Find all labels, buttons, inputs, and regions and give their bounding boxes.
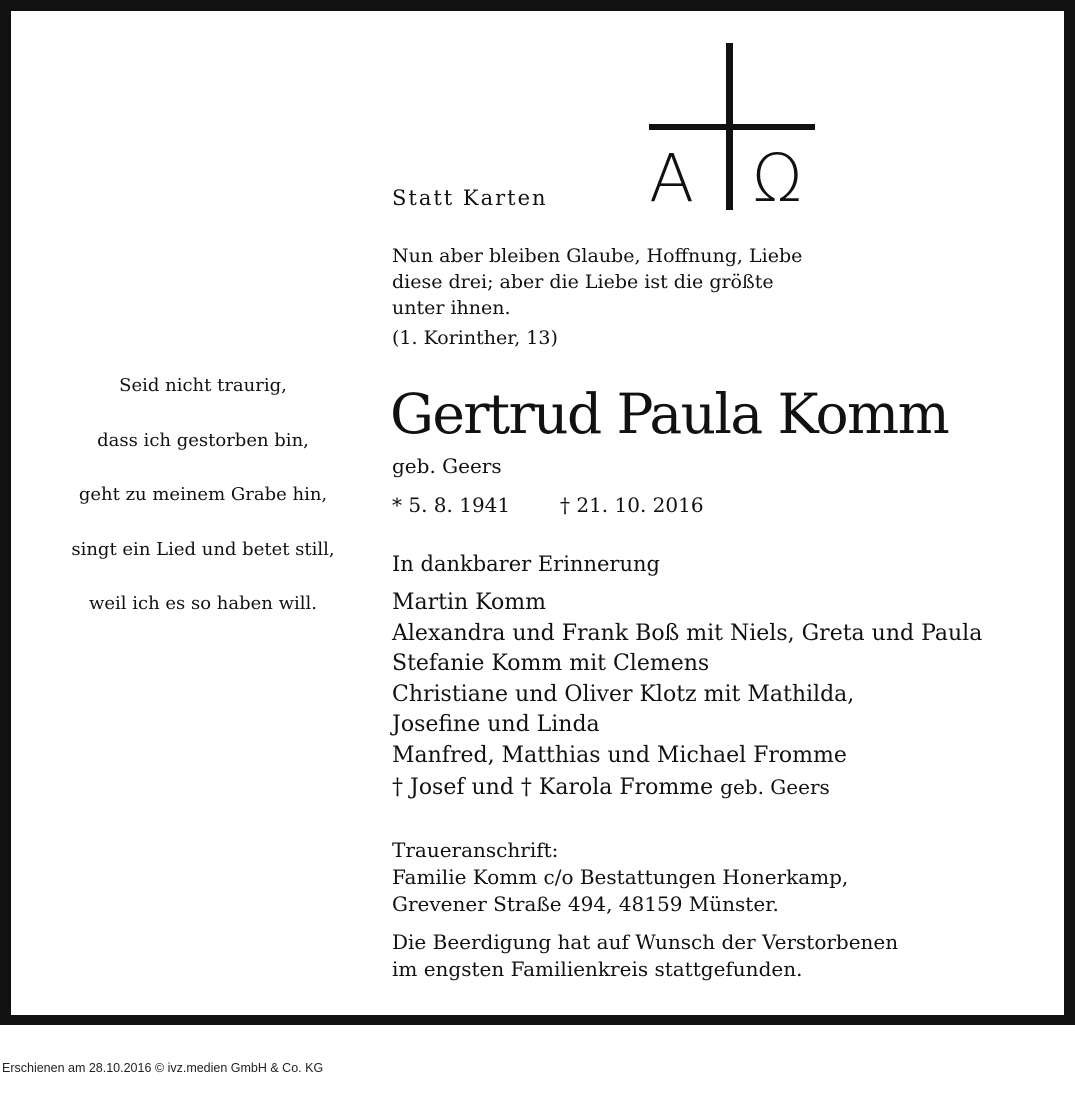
address-line: Grevener Straße 494, 48159 Münster. — [392, 892, 779, 916]
birth-date: * 5. 8. 1941 — [392, 493, 511, 517]
poem-line: singt ein Lied und betet still, — [71, 538, 335, 560]
mourner-line: Josefine und Linda — [392, 712, 600, 738]
deceased-name: Gertrud Paula Komm — [390, 382, 949, 446]
cross-bar — [649, 124, 815, 130]
mourner-line: Stefanie Komm mit Clemens — [392, 651, 710, 677]
omega-symbol: Ω — [752, 140, 803, 217]
publication-footer: Erschienen am 28.10.2016 © ivz.medien GmbH & Co. KG — [2, 1061, 324, 1075]
address-label: Traueranschrift: — [392, 838, 559, 862]
statt-karten-heading: Statt Karten — [392, 186, 548, 210]
mourners-list — [392, 588, 982, 803]
poem-line: Seid nicht traurig, — [119, 375, 287, 396]
mourning-address — [392, 837, 848, 918]
poem — [60, 370, 346, 643]
death-date: † 21. 10. 2016 — [560, 493, 704, 517]
verse-line: Nun aber bleiben Glaube, Hoffnung, Liebe — [392, 245, 803, 267]
mourner-line-last — [392, 772, 982, 804]
mourner-line: Martin Komm — [392, 590, 547, 615]
poem-line: geht zu meinem Grabe hin, — [78, 484, 328, 505]
bible-verse — [392, 243, 812, 321]
mourner-line: Alexandra und Frank Boß mit Niels, Greta und Paula — [392, 620, 983, 646]
mourner-maiden-name: geb. Geers — [720, 774, 830, 799]
mourner-deceased-names: † Josef und † Karola Fromme — [392, 774, 714, 800]
address-line: Familie Komm c/o Bestattungen Honerkamp, — [392, 865, 849, 889]
maiden-name: geb. Geers — [392, 454, 502, 478]
verse-reference: (1. Korinther, 13) — [392, 327, 558, 349]
verse-line: diese drei; aber die Liebe ist die größte — [392, 271, 774, 293]
funeral-line: Die Beerdigung hat auf Wunsch der Verstorbenen — [392, 930, 899, 954]
mourner-line: Christiane und Oliver Klotz mit Mathilda, — [392, 681, 855, 707]
memory-intro: In dankbarer Erinnerung — [392, 552, 660, 576]
funeral-line: im engsten Familienkreis stattgefunden. — [392, 957, 803, 981]
funeral-note — [392, 929, 898, 983]
mourner-line: Manfred, Matthias und Michael Fromme — [392, 742, 847, 768]
verse-line: unter ihnen. — [392, 297, 511, 319]
poem-line: dass ich gestorben bin, — [97, 429, 309, 451]
poem-line: weil ich es so haben will. — [88, 593, 318, 614]
alpha-symbol: A — [649, 140, 695, 217]
